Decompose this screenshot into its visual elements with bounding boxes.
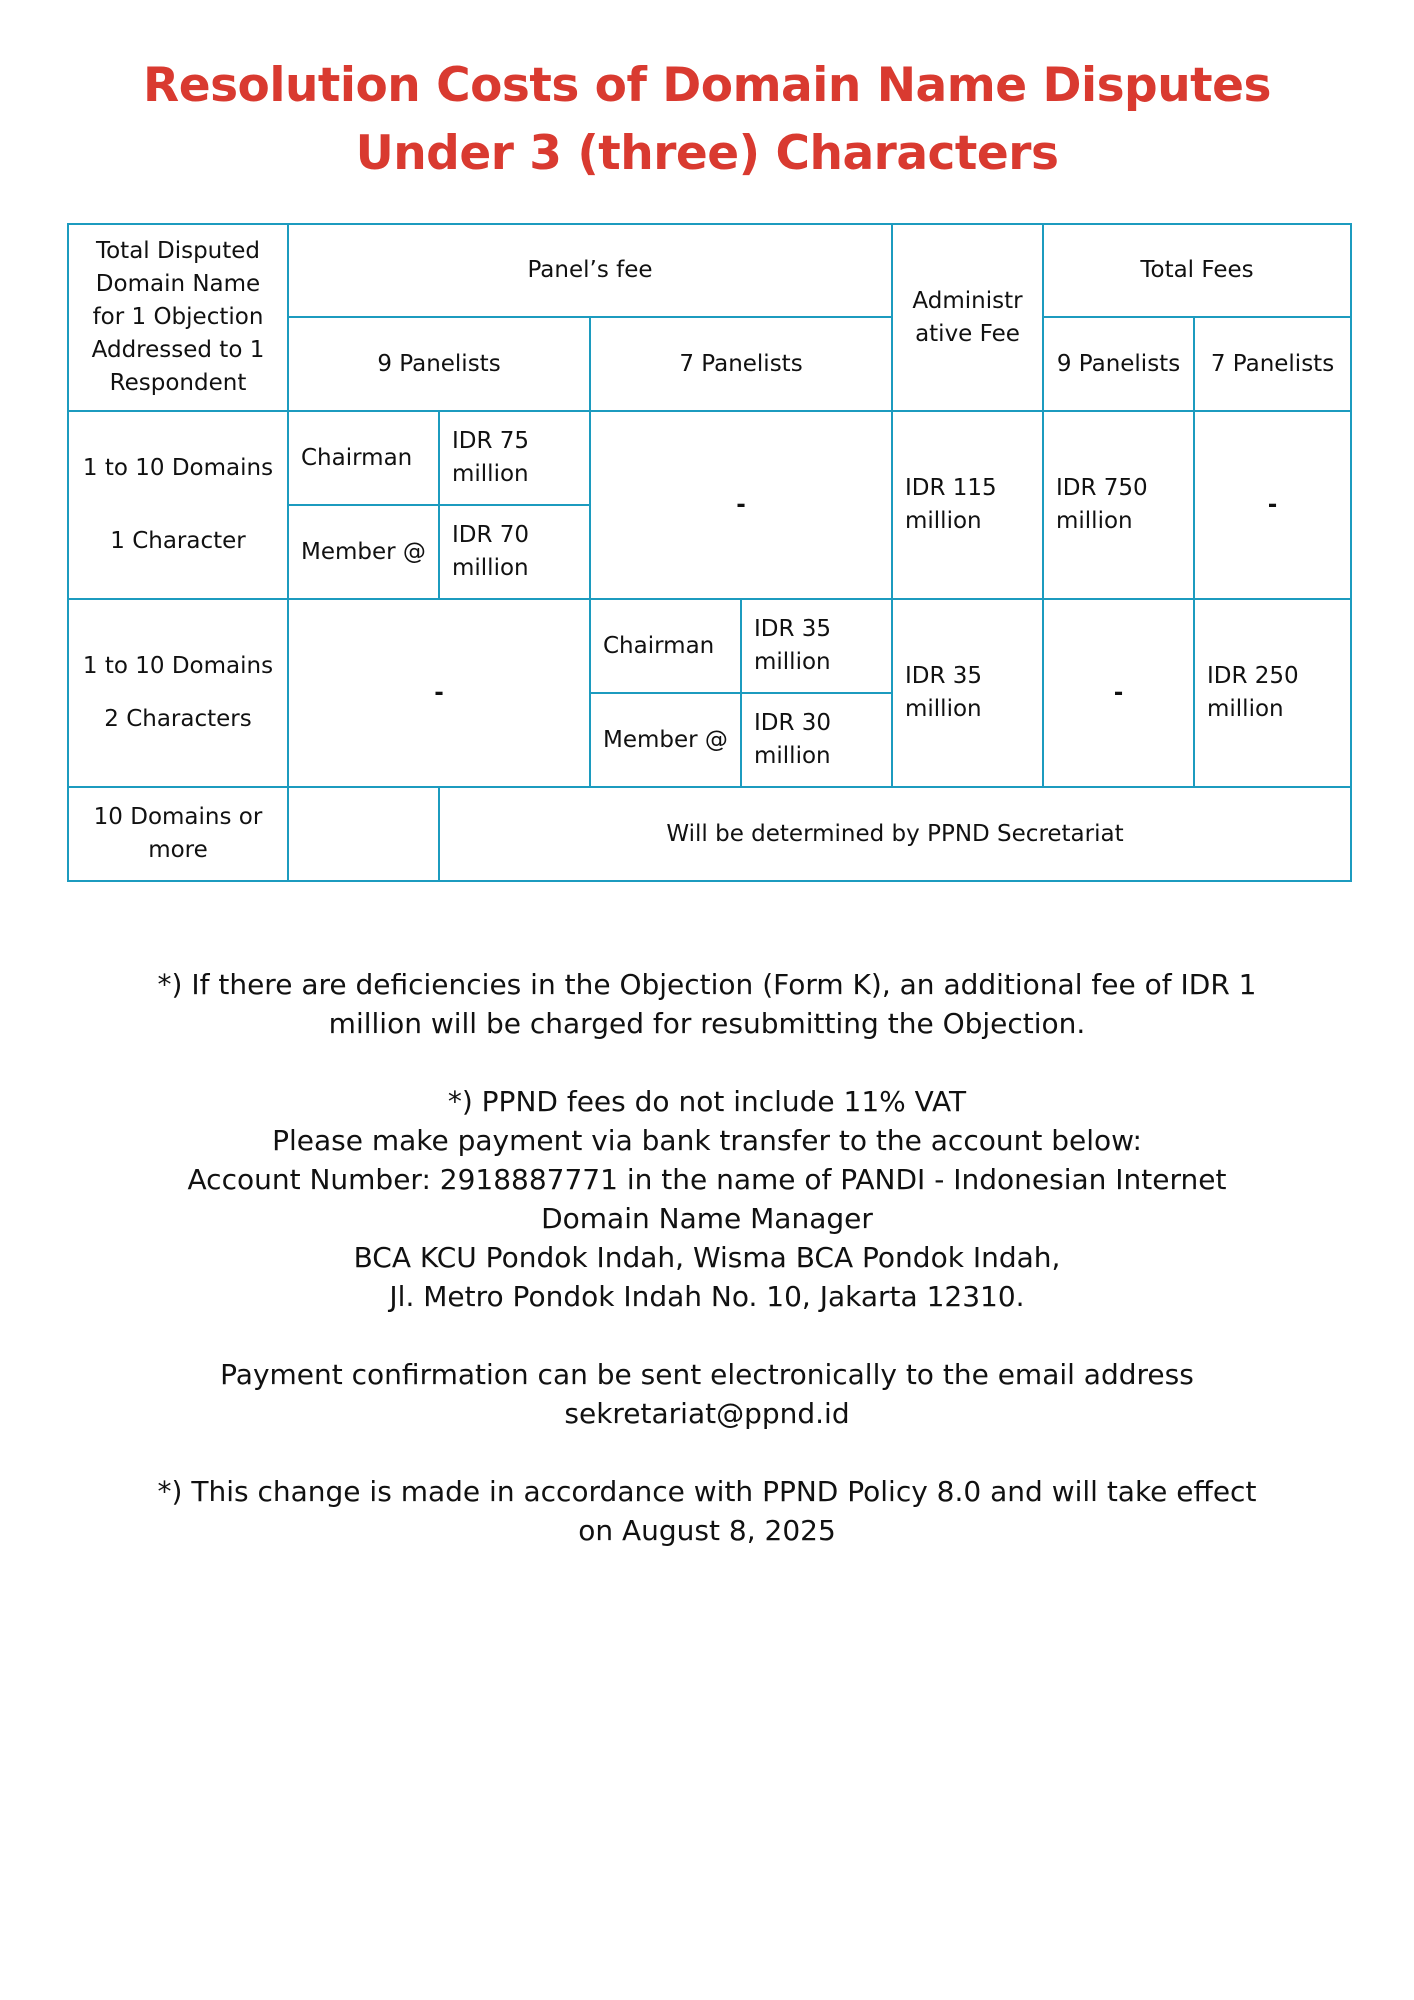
title-line-1: Resolution Costs of Domain Name Disputes: [143, 58, 1271, 113]
row1-total-9-panelists: IDR 750 million: [1043, 411, 1194, 599]
title-line-2: Under 3 (three) Characters: [355, 126, 1059, 181]
header-total-9-panelists: 9 Panelists: [1043, 317, 1194, 411]
row2-member-label: Member @: [590, 693, 741, 787]
table-row: [68, 411, 1351, 505]
header-total-7-panelists: 7 Panelists: [1194, 317, 1351, 411]
row2-chairman-label: Chairman: [590, 599, 741, 693]
row1-domains: 1 to 10 Domains: [82, 455, 274, 481]
row2-characters: 2 Characters: [104, 706, 252, 732]
row3-domain-count: 10 Domains or more: [68, 787, 288, 881]
header-administrative-fee: Administr ative Fee: [892, 224, 1043, 411]
row1-seven-panelists-fee: -: [590, 411, 892, 599]
note-account-line-2: Domain Name Manager: [541, 1202, 873, 1235]
fee-notes: [140, 965, 1274, 1550]
row1-member-label: Member @: [288, 505, 439, 599]
row3-empty-cell: [288, 787, 439, 881]
note-bank-line-2: Jl. Metro Pondok Indah No. 10, Jakarta 12310.: [389, 1280, 1025, 1313]
row2-chairman-fee: IDR 35 million: [741, 599, 892, 693]
row1-member-fee: IDR 70 million: [439, 505, 590, 599]
table-row: [68, 599, 1351, 693]
note-confirmation-line-1: Payment confirmation can be sent electronically to the email address: [220, 1358, 1194, 1391]
note-deficiency-line-2: million will be charged for resubmitting the Objection.: [328, 1007, 1086, 1040]
row1-characters: 1 Character: [110, 528, 246, 554]
note-policy-line-1: *) This change is made in accordance with PPND Policy 8.0 and will take effect: [157, 1475, 1257, 1508]
row2-domains: 1 to 10 Domains: [82, 653, 274, 679]
row2-total-7-panelists: IDR 250 million: [1194, 599, 1351, 787]
header-disputed-domains: Total Disputed Domain Name for 1 Objection Addressed to 1 Respondent: [68, 224, 288, 411]
note-bank-line-1: BCA KCU Pondok Indah, Wisma BCA Pondok Indah,: [353, 1241, 1061, 1274]
row2-administrative-fee: IDR 35 million: [892, 599, 1043, 787]
row2-total-9-panelists: -: [1043, 599, 1194, 787]
header-total-fees: Total Fees: [1043, 224, 1351, 317]
header-panel-9-panelists: 9 Panelists: [288, 317, 590, 411]
row1-chairman-label: Chairman: [288, 411, 439, 505]
row1-total-7-panelists: -: [1194, 411, 1351, 599]
row2-domain-count: [68, 599, 288, 787]
page-title: [0, 52, 1414, 188]
header-panel-fee: Panel’s fee: [288, 224, 892, 317]
row1-administrative-fee: IDR 115 million: [892, 411, 1043, 599]
fee-table: [67, 223, 1352, 882]
note-deficiency-line-1: *) If there are deficiencies in the Objection (Form K), an additional fee of IDR 1: [157, 968, 1257, 1001]
table-row: [68, 787, 1351, 881]
row3-determined-note: Will be determined by PPND Secretariat: [439, 787, 1351, 881]
row1-chairman-fee: IDR 75 million: [439, 411, 590, 505]
note-policy-line-2: on August 8, 2025: [578, 1514, 836, 1547]
header-panel-7-panelists: 7 Panelists: [590, 317, 892, 411]
row1-domain-count: [68, 411, 288, 599]
row2-nine-panelists-fee: -: [288, 599, 590, 787]
note-account-line-1: Account Number: 2918887771 in the name of PANDI - Indonesian Internet: [187, 1163, 1227, 1196]
row2-member-fee: IDR 30 million: [741, 693, 892, 787]
note-vat: *) PPND fees do not include 11% VAT: [447, 1085, 967, 1118]
note-payment-instruction: Please make payment via bank transfer to the account below:: [272, 1124, 1142, 1157]
note-confirmation-email: sekretariat@ppnd.id: [564, 1397, 850, 1430]
table-header-row-1: [68, 224, 1351, 317]
